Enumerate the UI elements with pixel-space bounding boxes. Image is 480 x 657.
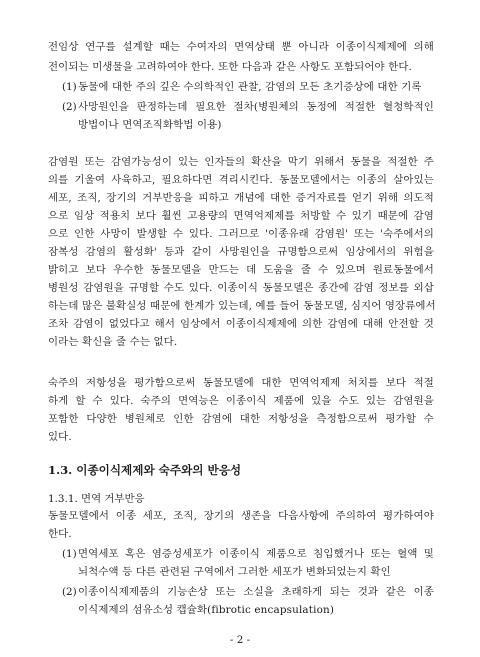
paragraph-line: 동물모델에서 이종 세포, 조직, 장기의 생존을 다음사항에 주의하여 평가하여야 — [48, 510, 434, 522]
paragraph-line: 이라는 확신을 줄 수는 없다. — [48, 336, 178, 348]
paragraph-line: 있다. — [48, 431, 72, 443]
paragraph-line: 으로 인한 사망이 발생할 수 있다. 그러므로 '이종유래 감염원' 또는 '숙주에서의 — [48, 228, 434, 240]
list-item-line: 면역세포 혹은 염증성세포가 이종이식 제품으로 침입했거나 또는 혈액 및 — [78, 548, 434, 560]
subsection-heading: 1.3.1. 면역 거부반응 — [48, 493, 145, 505]
list-number: (1) — [62, 548, 77, 560]
list-item-line: 방법이나 면역조직화학법 이용) — [78, 119, 222, 131]
paragraph-line: 한다. — [48, 528, 72, 540]
paragraph-line: 숙주의 저항성을 평가함으로써 동물모델에 대한 면역억제제 처치를 보다 적절 — [48, 377, 434, 389]
list-number: (1) — [62, 81, 77, 93]
paragraph-line: 포함한 다양한 병원체로 인한 감염에 대한 저항성을 측정함으로써 평가할 수 — [48, 413, 434, 425]
list-number: (2) — [62, 101, 77, 113]
list-item-line: 뇌척수액 등 다른 관련된 구역에서 그러한 세포가 변화되었는지 확인 — [78, 566, 391, 578]
list-item-line: 사망원인을 판정하는데 필요한 절차(병원체의 동정에 적절한 혈청학적인 — [78, 101, 434, 113]
list-number: (2) — [62, 586, 77, 598]
paragraph-line: 병원성 감염원을 규명할 수도 있다. 이종이식 동물모델은 종간에 감염 정보를 외삽 — [48, 282, 434, 294]
paragraph-line: 하게 할 수 있다. 숙주의 면역능은 이종이식 제품에 있을 수도 있는 감염원을 — [48, 395, 434, 407]
paragraph-line: 밝히고 보다 우수한 동물모델을 만드는 데 도움을 줄 수 있으며 원료동물에서 — [48, 264, 434, 276]
page-number: - 2 - — [229, 634, 251, 646]
paragraph-line: 의를 기울여 사육하고, 필요하다면 격리시킨다. 동물모델에서는 이종의 살아있는 — [48, 174, 434, 186]
section-heading: 1.3. 이종이식제제와 숙주와의 반응성 — [48, 463, 242, 477]
list-item-line: 이식제제의 섬유소성 캡슐화(fibrotic encapsulation) — [78, 604, 335, 616]
intro-line: 전임상 연구를 설계할 때는 수여자의 면역상태 뿐 아니라 이종이식제제에 의해 — [48, 41, 434, 53]
paragraph-line: 하는데 많은 불확실성 때문에 한계가 있는데, 예를 들어 동물모델, 심지어 영장류에서 — [48, 300, 436, 312]
intro-line: 전이되는 미생물을 고려하여야 한다. 또한 다음과 같은 사항도 포함되어야 한다. — [48, 61, 412, 73]
paragraph-line: 감염원 또는 감염가능성이 있는 인자들의 확산을 막기 위해서 동물을 적절한 주 — [48, 156, 434, 168]
paragraph-line: 으로 임상 적용치 보다 훨씬 고용량의 면역억제제를 처방할 수 있기 때문에 감염 — [48, 210, 434, 222]
list-item-line: 이종이식제제품의 기능손상 또는 소실을 초래하게 되는 것과 같은 이종 — [78, 586, 434, 598]
paragraph-line: 세포, 조직, 장기의 거부반응을 피하고 개념에 대한 증거자료를 얻기 위해 의도적 — [48, 192, 434, 204]
paragraph-line: 조차 감염이 없었다고 해서 임상에서 이종이식제제에 의한 감염에 대해 안전할 것 — [48, 318, 434, 330]
list-item-line: 동물에 대한 주의 깊은 수의학적인 관찰, 감염의 모든 초기증상에 대한 기록 — [78, 81, 422, 93]
paragraph-line: 잠복성 감염의 활성화' 등과 같이 사망원인을 규명함으로써 임상에서의 위험을 — [48, 246, 434, 258]
